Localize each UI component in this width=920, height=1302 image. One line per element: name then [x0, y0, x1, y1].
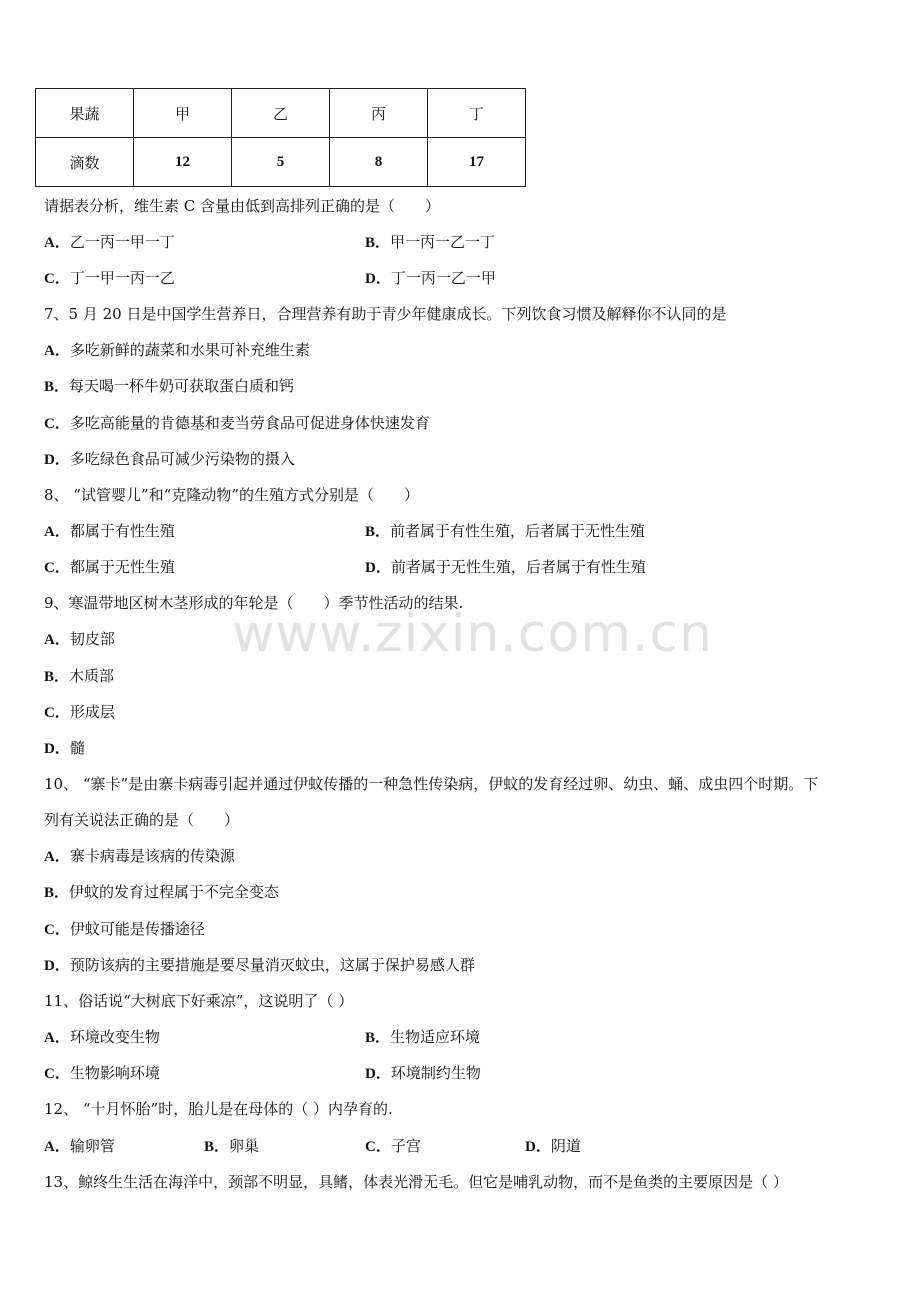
- q7-stem: 7、5 月 20 日是中国学生营养日，合理营养有助于青少年健康成长。下列饮食习惯及解释你不认同的是: [44, 305, 727, 323]
- table-cell: 17: [428, 138, 526, 187]
- option-text: 前者属于无性生殖，后者属于有性生殖: [390, 558, 646, 576]
- option-letter: C．: [44, 1066, 70, 1082]
- option-text: 伊蚊的发育过程属于不完全变态: [69, 883, 280, 901]
- option-letter: D．: [365, 271, 391, 287]
- q11-option-d: [365, 1063, 481, 1084]
- table-row: [36, 138, 526, 187]
- q9-option-a: [44, 629, 115, 650]
- option-text: 生物影响环境: [69, 1064, 160, 1082]
- q7-option-c: [44, 413, 430, 434]
- q12-option-a: [44, 1136, 115, 1157]
- q6-option-c: [44, 268, 175, 289]
- q8-option-a: [44, 521, 175, 542]
- option-text: 伊蚊可能是传播途径: [69, 920, 205, 938]
- q10-stem-line1: 10、 “寨卡”是由寨卡病毒引起并通过伊蚊传播的一种急性传染病，伊蚊的发育经过卵、幼虫、蛹、成虫四个时期。下: [44, 775, 819, 793]
- option-text: 多吃高能量的肯德基和麦当劳食品可促进身体快速发育: [69, 414, 430, 432]
- table-row: [36, 89, 526, 138]
- option-text: 都属于无性生殖: [69, 558, 175, 576]
- option-letter: B．: [365, 524, 391, 540]
- option-text: 木质部: [69, 667, 115, 685]
- option-text: 丁一甲一丙一乙: [69, 269, 175, 287]
- option-text: 前者属于有性生殖，后者属于无性生殖: [390, 522, 646, 540]
- option-letter: B．: [44, 669, 70, 685]
- q11-stem: 11、俗话说“大树底下好乘凉”，这说明了（ ）: [44, 992, 354, 1010]
- q7-option-a: [44, 340, 310, 361]
- q10-option-a: [44, 846, 235, 867]
- option-letter: B．: [365, 235, 391, 251]
- fruit-vegetable-table: [35, 88, 526, 187]
- option-text: 都属于有性生殖: [69, 522, 175, 540]
- table-cell: 5: [232, 138, 330, 187]
- option-letter: C．: [44, 922, 70, 938]
- table-cell: 丙: [330, 89, 428, 138]
- option-letter: D．: [365, 1066, 391, 1082]
- table-cell: 果蔬: [36, 89, 134, 138]
- option-letter: C．: [44, 416, 70, 432]
- q13-stem: 13、鲸终生生活在海洋中，颈部不明显，具鳍，体表光滑无毛。但它是哺乳动物，而不是鱼类的主要原因是（ ）: [44, 1173, 788, 1191]
- option-text: 甲一丙一乙一丁: [390, 233, 496, 251]
- q9-stem: 9、寒温带地区树木茎形成的年轮是（ ）季节性活动的结果.: [44, 594, 464, 612]
- option-text: 形成层: [69, 703, 115, 721]
- q12-option-b: [204, 1136, 259, 1157]
- option-letter: A．: [44, 1030, 70, 1046]
- q12-option-d: [525, 1136, 581, 1157]
- option-letter: C．: [44, 705, 70, 721]
- option-letter: D．: [44, 741, 70, 757]
- option-text: 输卵管: [69, 1137, 115, 1155]
- q10-option-d: [44, 955, 475, 976]
- q12-stem: 12、 “十月怀胎”时，胎儿是在母体的（ ）内孕育的.: [44, 1100, 393, 1118]
- q6-stem: 请据表分析，维生素 C 含量由低到高排列正确的是（ ）: [44, 197, 441, 215]
- option-letter: D．: [44, 452, 70, 468]
- q11-option-c: [44, 1063, 160, 1084]
- option-letter: A．: [44, 632, 70, 648]
- q8-option-c: [44, 557, 175, 578]
- q8-stem: 8、 “试管婴儿”和“克隆动物”的生殖方式分别是（ ）: [44, 486, 419, 504]
- q9-option-b: [44, 666, 114, 687]
- option-text: 阴道: [550, 1137, 581, 1155]
- q6-option-a: [44, 232, 175, 253]
- q11-option-a: [44, 1027, 160, 1048]
- option-text: 环境改变生物: [69, 1028, 160, 1046]
- q10-option-c: [44, 919, 205, 940]
- option-text: 子宫: [390, 1137, 421, 1155]
- option-letter: C．: [44, 560, 70, 576]
- q11-option-b: [365, 1027, 480, 1048]
- q6-option-d: [365, 268, 496, 289]
- option-text: 丁一丙一乙一甲: [390, 269, 496, 287]
- option-text: 寨卡病毒是该病的传染源: [69, 847, 235, 865]
- option-letter: B．: [365, 1030, 391, 1046]
- q10-option-b: [44, 882, 279, 903]
- option-text: 多吃绿色食品可减少污染物的摄入: [69, 450, 295, 468]
- table-cell: 滴数: [36, 138, 134, 187]
- q7-option-d: [44, 449, 295, 470]
- option-letter: B．: [44, 379, 70, 395]
- q9-option-c: [44, 702, 115, 723]
- option-letter: D．: [525, 1139, 551, 1155]
- q8-option-d: [365, 557, 646, 578]
- option-text: 生物适应环境: [390, 1028, 481, 1046]
- table-cell: 12: [134, 138, 232, 187]
- option-letter: B．: [44, 885, 70, 901]
- option-letter: B．: [204, 1139, 230, 1155]
- table-cell: 乙: [232, 89, 330, 138]
- q9-option-d: [44, 738, 85, 759]
- option-letter: C．: [44, 271, 70, 287]
- option-text: 预防该病的主要措施是要尽量消灭蚊虫，这属于保护易感人群: [69, 956, 475, 974]
- watermark: www.zixin.com.cn: [232, 604, 713, 664]
- option-text: 环境制约生物: [390, 1064, 481, 1082]
- option-letter: A．: [44, 343, 70, 359]
- option-text: 髓: [69, 739, 85, 757]
- option-text: 韧皮部: [69, 630, 115, 648]
- q6-option-b: [365, 232, 495, 253]
- q12-option-c: [365, 1136, 421, 1157]
- option-letter: D．: [44, 958, 70, 974]
- option-letter: C．: [365, 1139, 391, 1155]
- table-cell: 丁: [428, 89, 526, 138]
- option-text: 多吃新鲜的蔬菜和水果可补充维生素: [69, 341, 310, 359]
- option-letter: A．: [44, 1139, 70, 1155]
- table-cell: 8: [330, 138, 428, 187]
- q7-option-b: [44, 376, 294, 397]
- option-letter: A．: [44, 849, 70, 865]
- option-letter: D．: [365, 560, 391, 576]
- option-letter: A．: [44, 235, 70, 251]
- option-text: 每天喝一杯牛奶可获取蛋白质和钙: [69, 377, 295, 395]
- option-text: 乙一丙一甲一丁: [69, 233, 175, 251]
- q10-stem-line2: 列有关说法正确的是（ ）: [44, 811, 240, 829]
- option-text: 卵巢: [229, 1137, 260, 1155]
- q8-option-b: [365, 521, 645, 542]
- table-cell: 甲: [134, 89, 232, 138]
- option-letter: A．: [44, 524, 70, 540]
